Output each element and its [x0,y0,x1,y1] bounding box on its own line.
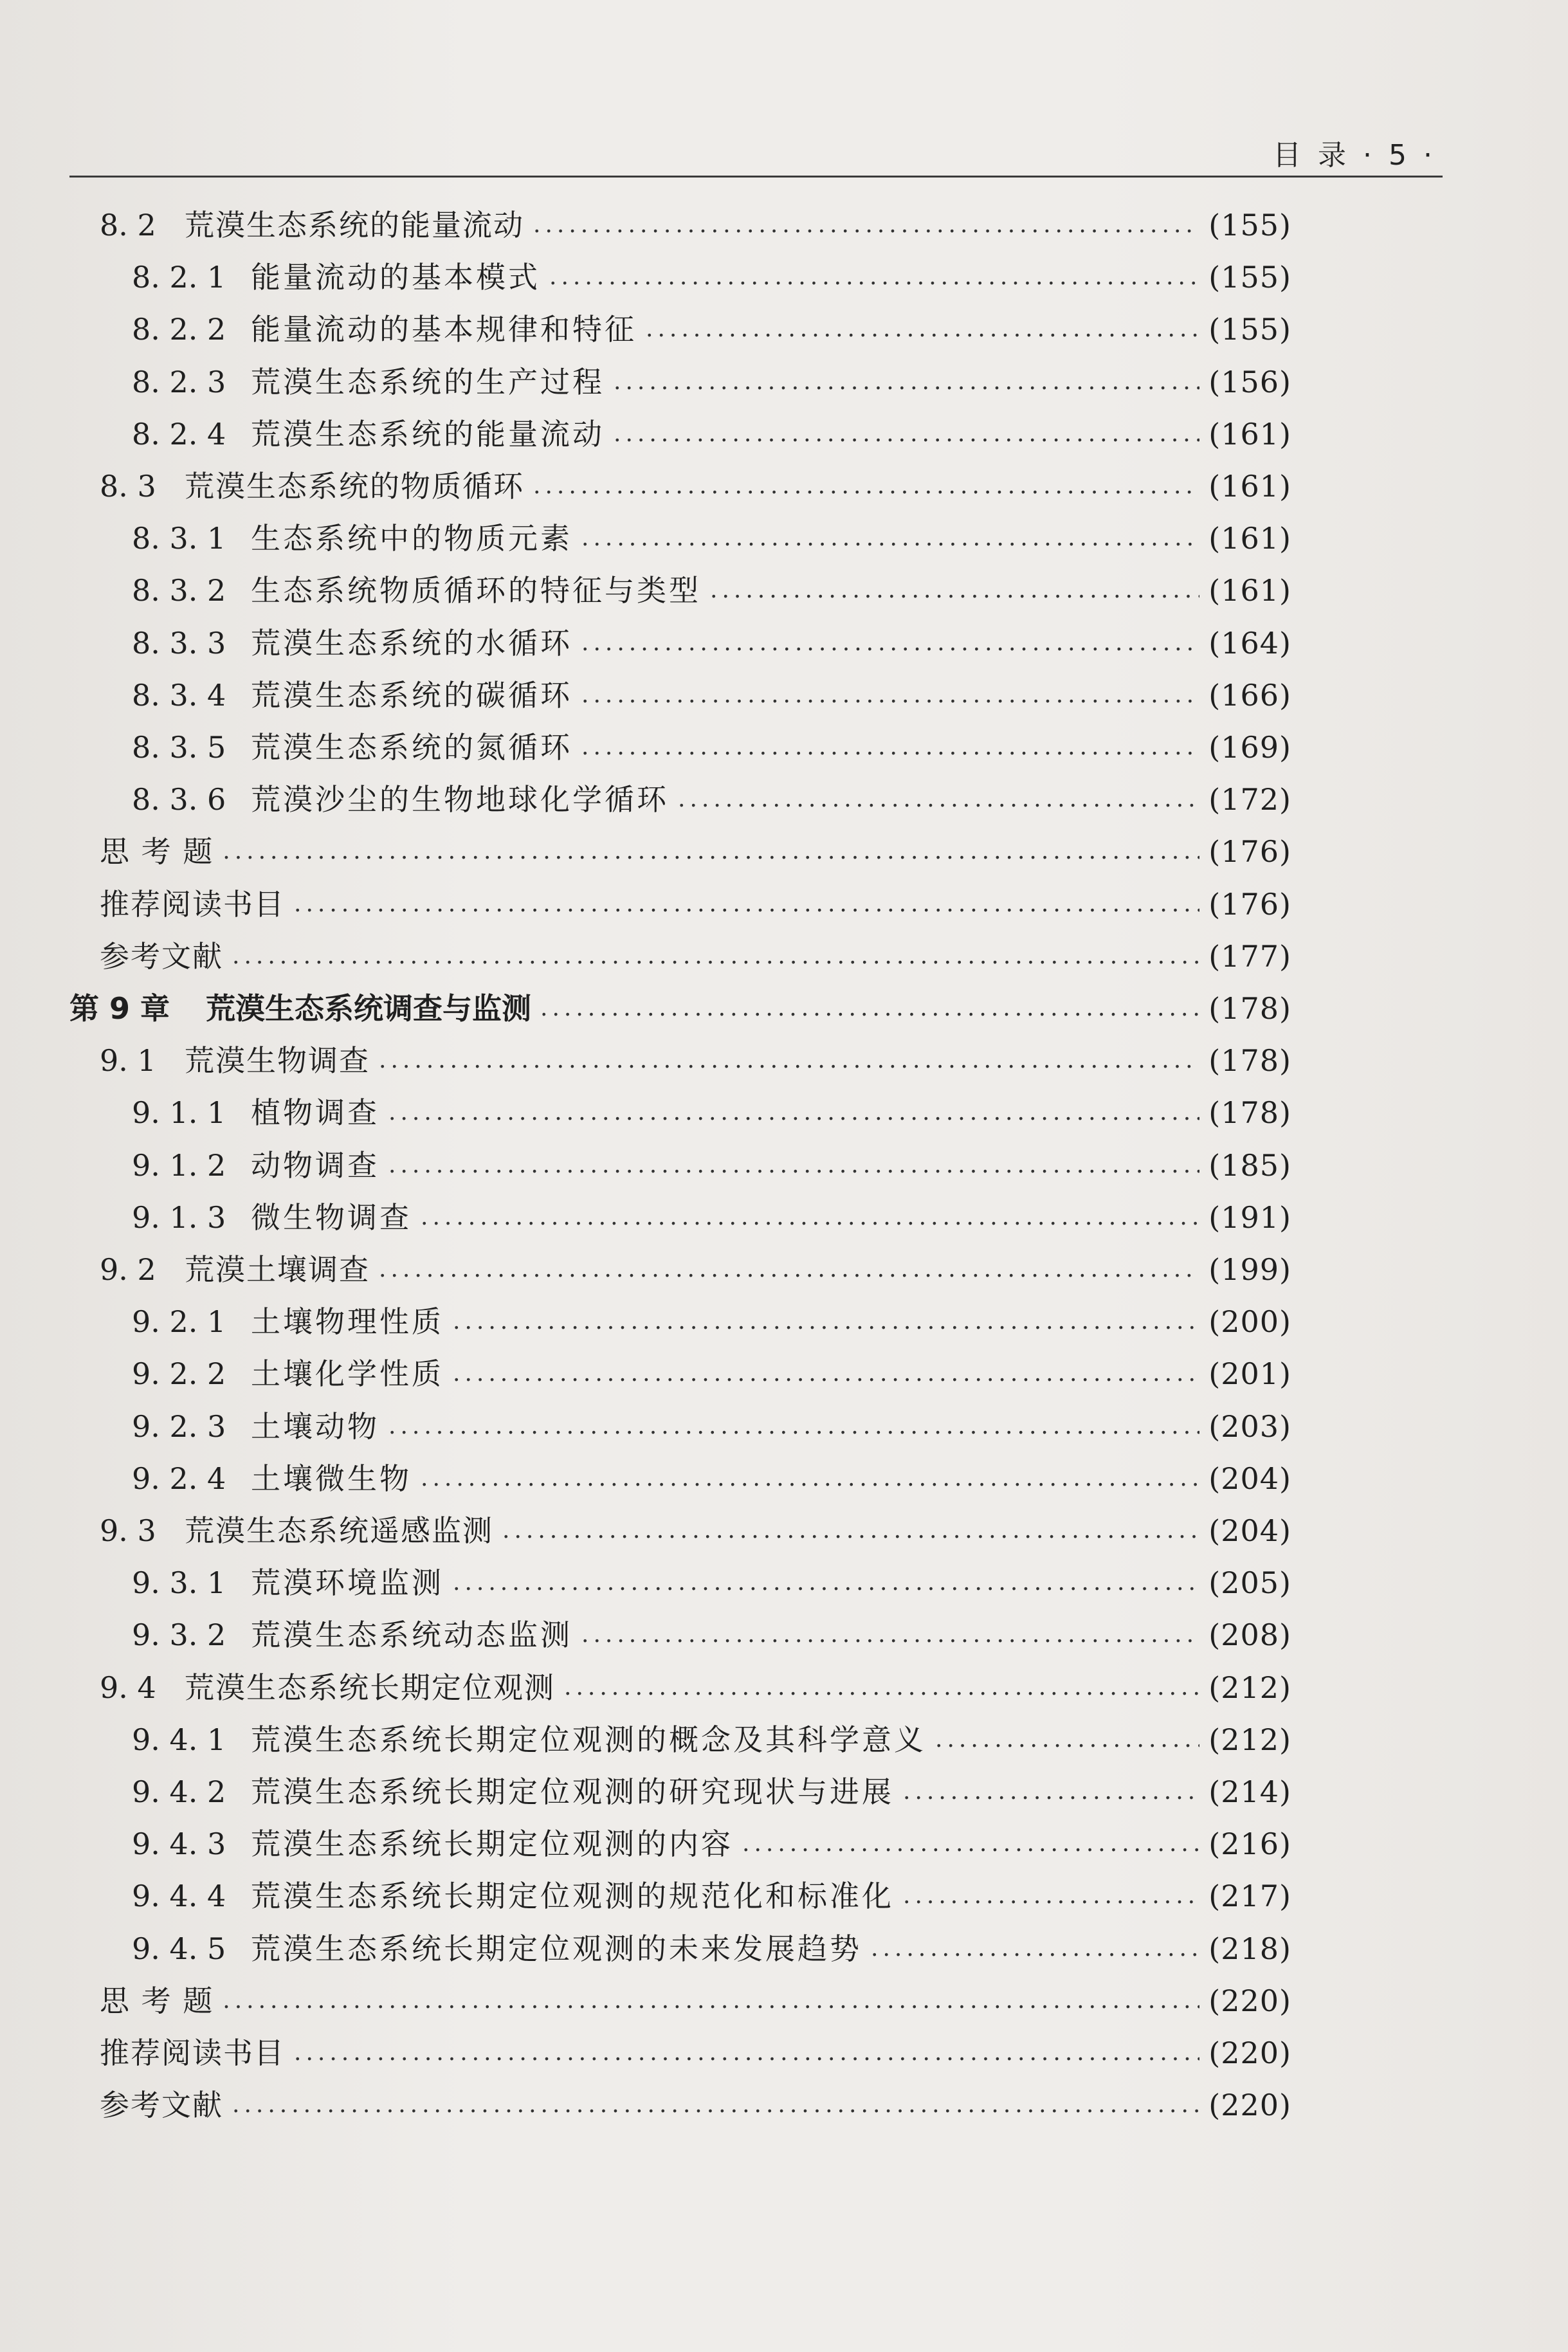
toc-entry-number: 9. 4. 5 [132,1931,226,1966]
toc-entry-number: 8. 3. 1 [132,521,226,556]
toc-entry-title: 参考文献 [100,938,223,974]
dot-leader [903,1769,1199,1814]
toc-entry-title: 荒漠生态系统长期定位观测 [185,1670,555,1705]
dot-leader [453,1560,1199,1605]
toc-page-number: (155) [1208,260,1291,295]
toc-entry-title: 荒漠生态系统的物质循环 [185,469,524,504]
toc-page-number: (220) [1208,1983,1291,2018]
toc-entry-number: 9. 4. 3 [132,1827,226,1862]
header-section-title: 目 录 [1273,139,1351,172]
dot-leader [379,1038,1199,1083]
toc-entry-title: 荒漠生物调查 [185,1043,370,1079]
toc-entry-title: 土壤动物 [251,1408,379,1444]
dot-leader [581,1612,1199,1657]
dot-leader [614,360,1199,405]
toc-entry-title: 思 考 题 [100,834,214,870]
toc-entry[interactable] [100,1038,1291,1083]
dot-leader [533,203,1199,248]
toc-entry[interactable] [132,516,1291,561]
toc-entry-number: 9. 3. 1 [132,1565,226,1601]
toc-entry[interactable] [132,1351,1291,1396]
toc-page-number: (177) [1208,938,1291,974]
toc-entry-number: 8. 3 [100,469,156,504]
dot-leader [223,829,1199,874]
toc-page-number: (199) [1208,1252,1291,1287]
toc-page-number: (212) [1208,1722,1291,1757]
dot-leader [742,1821,1199,1866]
toc-entry-title: 参考文献 [100,2088,223,2123]
toc-page-number: (178) [1208,1043,1291,1079]
toc-entry-number: 9. 2. 3 [132,1408,226,1444]
toc-page-number: (205) [1208,1565,1291,1601]
toc-page-number: (204) [1208,1461,1291,1496]
toc-entry-title: 动物调查 [251,1147,379,1183]
toc-entry-number: 9. 2. 1 [132,1304,226,1340]
dot-leader [453,1299,1199,1344]
toc-page-number: (164) [1208,625,1291,661]
toc-entry-number: 9. 3. 2 [132,1618,226,1653]
toc-entry-title: 思 考 题 [100,1983,214,2018]
toc-entry[interactable] [132,725,1291,770]
toc-page-number: (178) [1208,991,1291,1026]
toc-entry-title: 推荐阅读书目 [100,886,285,922]
toc-entry[interactable] [132,1195,1291,1240]
toc-page-number: (220) [1208,2036,1291,2070]
toc-entry-title: 微生物调查 [251,1199,412,1235]
dot-leader [388,1090,1199,1135]
toc-entry-number: 9. 2. 2 [132,1356,226,1392]
dot-leader [549,255,1199,300]
toc-entry-number: 8. 3. 3 [132,625,226,661]
toc-entry-number: 9. 4. 1 [132,1722,226,1757]
toc-page-number: (216) [1208,1827,1291,1862]
toc-entry-title: 能量流动的基本模式 [251,260,540,295]
header-title [1273,132,1436,173]
toc-entry[interactable] [100,1665,1291,1710]
dot-leader [232,934,1199,979]
dot-leader [533,464,1199,509]
toc-entry-title: 荒漠生态系统动态监测 [251,1618,572,1653]
toc-entry-number: 8. 2. 1 [132,260,226,295]
toc-page-number: (204) [1208,1513,1291,1548]
toc-entry[interactable] [100,1508,1291,1553]
dot-leader [678,777,1199,822]
toc-entry-title: 荒漠环境监测 [251,1565,444,1601]
toc-entry-title: 能量流动的基本规律和特征 [251,312,637,347]
toc-entry[interactable] [132,360,1291,405]
toc-entry[interactable] [132,1404,1291,1449]
toc-entry-number: 9. 2. 4 [132,1461,226,1496]
toc-entry[interactable] [132,777,1291,822]
dot-leader [646,307,1199,352]
dot-leader [388,1404,1199,1449]
toc-entry-number: 9. 1 [100,1043,156,1079]
toc-page-number: (220) [1208,2088,1291,2123]
toc-entry[interactable] [132,568,1291,613]
dot-leader [421,1456,1199,1501]
toc-entry-title: 荒漠生态系统的能量流动 [251,416,605,451]
dot-leader [379,1247,1199,1292]
toc-entry[interactable] [132,1873,1291,1919]
toc-entry[interactable] [100,1978,1291,2023]
toc-entry-title: 荒漠沙尘的生物地球化学循环 [251,782,669,817]
toc-entry-number: 8. 3. 5 [132,730,226,765]
toc-entry-title: 土壤微生物 [251,1461,412,1496]
dot-leader [581,621,1199,666]
toc-entry-title: 荒漠土壤调查 [185,1252,370,1287]
dot-leader [581,725,1199,770]
toc-page-number: (200) [1208,1304,1291,1340]
header-rule [69,176,1443,178]
toc-entry-number: 9. 3 [100,1513,156,1548]
dot-leader [903,1873,1199,1919]
toc-entry-number: 9. 1. 3 [132,1199,226,1235]
toc-entry-title: 荒漠生态系统的水循环 [251,625,572,661]
toc-entry[interactable] [132,1143,1291,1188]
toc-page-number: (161) [1208,416,1291,451]
toc-page-number: (155) [1208,312,1291,347]
toc-entry-title: 土壤化学性质 [251,1356,444,1392]
dot-leader [421,1195,1199,1240]
toc-entry[interactable] [132,1299,1291,1344]
toc-entry[interactable] [100,829,1291,874]
dot-leader [581,516,1199,561]
toc-page-number: (212) [1208,1670,1291,1705]
toc-page-number: (185) [1208,1147,1291,1183]
toc-chapter-entry[interactable] [69,986,1291,1031]
dot-leader [540,986,1199,1031]
toc-entry[interactable] [132,307,1291,352]
dot-leader [294,882,1199,927]
dot-leader [581,673,1199,718]
toc-entry-title: 荒漠生态系统长期定位观测的规范化和标准化 [251,1879,894,1914]
toc-entry-number: 8. 2. 4 [132,416,226,451]
toc-entry[interactable] [132,1612,1291,1657]
toc-entry-number: 9. 1. 1 [132,1095,226,1131]
toc-entry[interactable] [132,1560,1291,1605]
toc-page-number: (166) [1208,677,1291,713]
toc-page-number: (208) [1208,1618,1291,1653]
toc-entry[interactable] [132,621,1291,666]
toc-entry[interactable] [132,1926,1291,1971]
toc-entry[interactable] [132,673,1291,718]
toc-entry[interactable] [132,1090,1291,1135]
toc-entry[interactable] [100,882,1291,927]
toc-entry-title: 荒漠生态系统长期定位观测的内容 [251,1827,733,1862]
header-page-marker: · 5 · [1363,139,1436,172]
toc-entry[interactable] [132,412,1291,457]
toc-entry-number: 8. 3. 4 [132,677,226,713]
toc-entry-title: 荒漠生态系统长期定位观测的研究现状与进展 [251,1774,894,1809]
toc-page-number: (191) [1208,1199,1291,1235]
toc-entry-number: 9. 2 [100,1252,156,1287]
toc-entry[interactable] [100,464,1291,509]
toc-entry-number: 8. 3. 2 [132,573,226,608]
toc-page-number: (156) [1208,364,1291,399]
dot-leader [710,568,1199,613]
toc-page-number: (201) [1208,1356,1291,1392]
toc-entry-title: 生态系统中的物质元素 [251,521,572,556]
toc-page-number: (155) [1208,208,1291,242]
toc-entry-number: 第 9 章 [69,991,170,1026]
toc-entry[interactable] [100,1247,1291,1292]
toc-entry-title: 荒漠生态系统调查与监测 [206,991,531,1026]
toc-page-number: (161) [1208,573,1291,608]
toc-entry[interactable] [100,2083,1291,2128]
toc-entry-number: 8. 2. 2 [132,312,226,347]
toc-page-number: (214) [1208,1774,1291,1809]
toc-entry-title: 荒漠生态系统长期定位观测的概念及其科学意义 [251,1722,926,1757]
toc-entry-title: 荒漠生态系统的碳循环 [251,677,572,713]
dot-leader [232,2083,1199,2128]
toc-entry-number: 9. 1. 2 [132,1147,226,1183]
toc-entry-number: 9. 4. 2 [132,1774,226,1809]
toc-entry[interactable] [132,1456,1291,1501]
toc-entry-title: 植物调查 [251,1095,379,1131]
toc-entry[interactable] [100,203,1291,248]
toc-page-number: (217) [1208,1879,1291,1914]
dot-leader [502,1508,1199,1553]
toc-page-number: (218) [1208,1931,1291,1966]
dot-leader [614,412,1199,457]
toc-entry-title: 荒漠生态系统长期定位观测的未来发展趋势 [251,1931,862,1966]
running-header [69,132,1443,177]
dot-leader [388,1143,1199,1188]
toc-entry-title: 土壤物理性质 [251,1304,444,1340]
toc-entry-number: 8. 2. 3 [132,364,226,399]
toc-entry-number: 8. 2 [100,208,156,242]
toc-entry-number: 8. 3. 6 [132,782,226,817]
toc-entry[interactable] [100,934,1291,979]
dot-leader [453,1351,1199,1396]
dot-leader [223,1978,1199,2023]
toc-page-number: (178) [1208,1095,1291,1131]
toc-entry-title: 荒漠生态系统的氮循环 [251,730,572,765]
toc-page-number: (161) [1208,521,1291,556]
dot-leader [935,1717,1199,1762]
dot-leader [564,1665,1199,1710]
toc-page-number: (176) [1208,886,1291,922]
toc-entry-number: 9. 4 [100,1670,156,1705]
toc-page-number: (169) [1208,730,1291,765]
dot-leader [871,1926,1199,1971]
toc-entry[interactable] [132,1821,1291,1866]
toc-page-number: (161) [1208,469,1291,504]
toc-entry-title: 推荐阅读书目 [100,2036,285,2070]
toc-entry-number: 9. 4. 4 [132,1879,226,1914]
toc-entry[interactable] [132,1717,1291,1762]
toc-entry-title: 生态系统物质循环的特征与类型 [251,573,701,608]
toc-entry-title: 荒漠生态系统的能量流动 [185,208,524,242]
toc-entry[interactable] [100,2030,1291,2075]
dot-leader [294,2030,1199,2075]
toc-entry-title: 荒漠生态系统遥感监测 [185,1513,493,1548]
toc-page-number: (172) [1208,782,1291,817]
toc-entry[interactable] [132,1769,1291,1814]
toc-page-number: (176) [1208,834,1291,870]
toc-entry[interactable] [132,255,1291,300]
toc-entry-title: 荒漠生态系统的生产过程 [251,364,605,399]
toc-page-number: (203) [1208,1408,1291,1444]
